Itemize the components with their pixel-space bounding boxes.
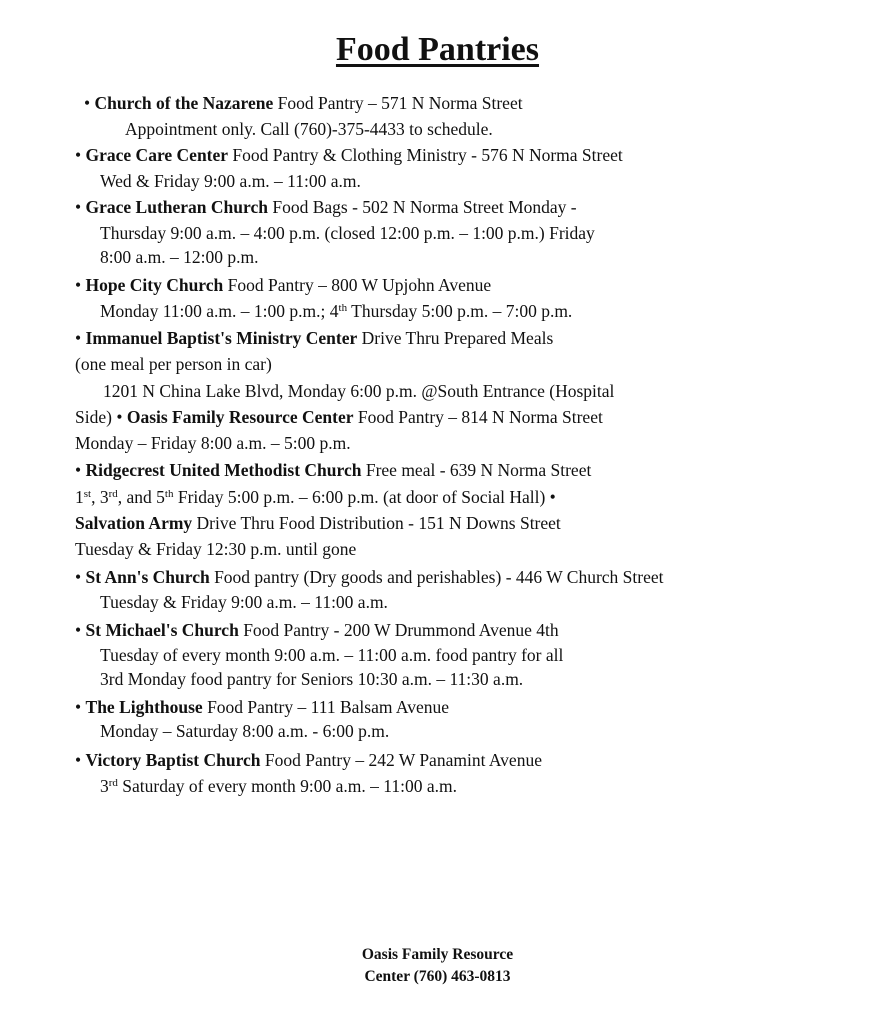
footer-line: Oasis Family Resource [361,946,514,963]
list-item [75,696,449,718]
pantry-hours: 8:00 a.m. – 12:00 p.m. [100,247,259,267]
list-item [75,619,559,641]
pantry-hours-continued: Side) • [75,407,127,427]
pantry-detail: Food Pantry - 200 W Drummond Avenue 4th [238,620,559,640]
pantry-detail: Food Pantry & Clothing Ministry - 576 N Norma Street [228,145,623,165]
bullet: • [75,697,82,717]
page-title: Food Pantries [335,31,540,68]
pantry-name: Grace Care Center [85,145,229,165]
pantry-hours: 1st, 3rd, and 5th Friday 5:00 p.m. – 6:00 p.m. (at door of Social Hall) • [75,487,556,507]
pantry-hours: Tuesday & Friday 12:30 p.m. until gone [75,539,357,559]
pantry-name: Immanuel Baptist's Ministry Center [85,328,358,348]
pantry-name: Church of the Nazarene [94,93,274,113]
pantry-name: Ridgecrest United Methodist Church [85,460,362,480]
pantry-name: St Ann's Church [85,567,210,587]
list-item [75,327,553,349]
bullet: • [75,328,82,348]
pantry-hours: Tuesday of every month 9:00 a.m. – 11:00 a.m. food pantry for all [100,645,564,665]
footer-contact [0,944,875,988]
pantry-name: St Michael's Church [85,620,239,640]
pantry-detail: Food Pantry – 242 W Panamint Avenue [260,750,542,770]
bullet: • [75,460,82,480]
pantry-hours: Wed & Friday 9:00 a.m. – 11:00 a.m. [100,171,361,191]
list-item [75,566,664,588]
pantry-detail: Food pantry (Dry goods and perishables) - 446 W Church Street [209,567,664,587]
pantry-name: Oasis Family Resource Center [126,407,354,427]
pantry-detail: Free meal - 639 N Norma Street [361,460,592,480]
pantry-name: Grace Lutheran Church [85,197,268,217]
list-item [75,144,623,166]
bullet: • [75,620,82,640]
pantry-detail: Food Pantry – 571 N Norma Street [273,93,523,113]
list-item [75,512,561,534]
pantry-detail: Food Pantry – 800 W Upjohn Avenue [223,275,492,295]
list-item [75,749,542,771]
pantry-hours: Thursday 9:00 a.m. – 4:00 p.m. (closed 12:00 p.m. – 1:00 p.m.) Friday [100,223,595,243]
pantry-name: Victory Baptist Church [85,750,261,770]
list-item [75,406,603,428]
footer-line: Center (760) 463-0813 [364,968,511,985]
pantry-hours: 1201 N China Lake Blvd, Monday 6:00 p.m. @South Entrance (Hospital [103,381,615,401]
list-item [75,459,591,481]
pantry-detail: Food Bags - 502 N Norma Street Monday - [267,197,577,217]
pantry-hours: 3rd Monday food pantry for Seniors 10:30 a.m. – 11:30 a.m. [100,669,524,689]
bullet: • [75,275,82,295]
pantry-name: Salvation Army [75,513,193,533]
pantry-detail: Drive Thru Prepared Meals [357,328,554,348]
pantry-name: Hope City Church [85,275,224,295]
pantry-hours: Tuesday & Friday 9:00 a.m. – 11:00 a.m. [100,592,388,612]
list-item [75,196,577,218]
pantry-note: (one meal per person in car) [75,354,272,374]
bullet: • [75,145,82,165]
pantry-hours: Monday 11:00 a.m. – 1:00 p.m.; 4th Thursday 5:00 p.m. – 7:00 p.m. [100,301,573,321]
pantry-hours: Monday – Friday 8:00 a.m. – 5:00 p.m. [75,433,351,453]
list-item [75,274,491,296]
pantry-name: The Lighthouse [85,697,203,717]
bullet: • [75,567,82,587]
bullet: • [75,750,82,770]
list-item [84,92,523,114]
pantry-hours: Appointment only. Call (760)-375-4433 to schedule. [125,119,493,139]
pantry-hours: Monday – Saturday 8:00 a.m. - 6:00 p.m. [100,721,390,741]
bullet: • [84,93,91,113]
pantry-hours: 3rd Saturday of every month 9:00 a.m. – 11:00 a.m. [100,776,458,796]
bullet: • [75,197,82,217]
pantry-detail: Food Pantry – 111 Balsam Avenue [202,697,449,717]
pantry-detail: Drive Thru Food Distribution - 151 N Downs Street [192,513,561,533]
pantry-detail: Food Pantry – 814 N Norma Street [353,407,603,427]
